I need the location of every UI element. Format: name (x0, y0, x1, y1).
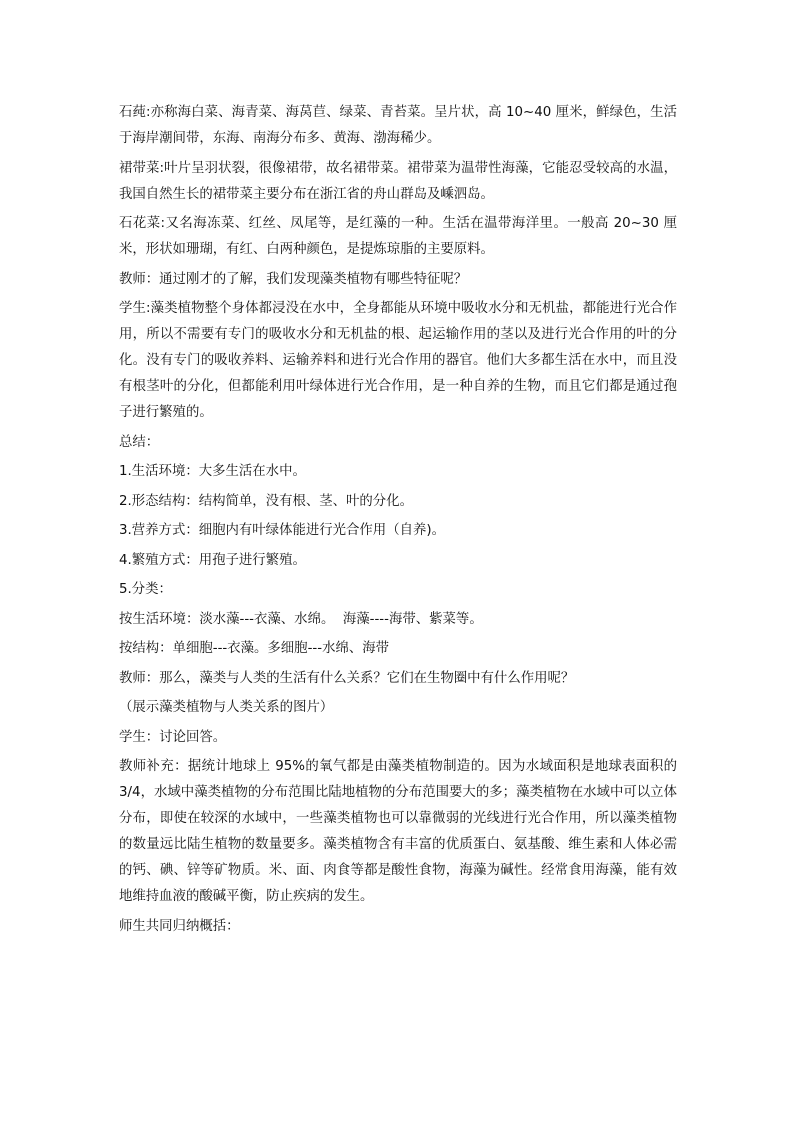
paragraph-summary-heading: 总结： (119, 434, 160, 450)
paragraph-teacher-question-2: 教师：那么，藻类与人类的生活有什么关系？它们在生物圈中有什么作用呢？ (119, 670, 575, 686)
document-body (119, 100, 677, 943)
paragraph-qundaicai: 裙带菜:叶片呈羽状裂，很像裙带，故名裙带菜。裙带菜为温带性海藻，它能忍受较高的水温，我国自然生长的裙带菜主要分布在浙江省的舟山群岛及嵊泗岛。 (119, 160, 677, 202)
paragraph-summary-item-2: 2.形态结构：结构简单，没有根、茎、叶的分化。 (119, 493, 413, 509)
paragraph-shichun: 石莼:亦称海白菜、海青菜、海莴苣、绿菜、青苔菜。呈片状，高 10~40 厘米，鲜绿色，生活于海岸潮间带，东海、南海分布多、黄海、渤海稀少。 (119, 105, 677, 146)
paragraph-student-discussion: 学生：讨论回答。 (119, 729, 227, 745)
paragraph-summary-item-3: 3.营养方式：细胞内有叶绿体能进行光合作用（自养)。 (119, 523, 445, 538)
paragraph-teacher-question-1: 教师：通过刚才的了解，我们发现藻类植物有哪些特征呢？ (119, 271, 468, 287)
paragraph-student-answer-1: 学生:藻类植物整个身体都浸没在水中，全身都能从环境中吸收水分和无机盐，都能进行光合作用，所以不需要有专门的吸收水分和无机盐的根、起运输作用的茎以及进行光合作用的叶的分化。没有专门的吸收养料、运输养料和进行光合作用的器官。他们大多都生活在水中，而且没有根茎叶的分化，但都能利用叶绿体进行光合作用，是一种自养的生物，而且它们都是通过孢子进行繁殖的。 (119, 301, 677, 420)
paragraph-classification-environment: 按生活环境：淡水藻---衣藻、水绵。 海藻----海带、紫菜等。 (119, 611, 483, 627)
paragraph-summary-item-1: 1.生活环境：大多生活在水中。 (119, 464, 306, 479)
paragraph-summary-item-5: 5.分类： (119, 582, 172, 597)
paragraph-shihuacai: 石花菜:又名海冻菜、红丝、凤尾等，是红藻的一种。生活在温带海洋里。一般高 20~30 厘米，形状如珊瑚，有红、白两种颜色，是提炼琼脂的主要原料。 (119, 216, 677, 257)
paragraph-classification-structure: 按结构：单细胞---衣藻。多细胞---水绵、海带 (119, 641, 390, 656)
paragraph-conclusion-heading: 师生共同归纳概括： (119, 918, 240, 934)
paragraph-show-pictures: （展示藻类植物与人类关系的图片） (119, 700, 334, 715)
paragraph-teacher-supplement: 教师补充：据统计地球上 95%的氧气都是由藻类植物制造的。因为水域面积是地球表面积的 3/4，水域中藻类植物的分布范围比陆地植物的分布范围要大的多；藻类植物在水域中可以立体分布，即使在较深的水域中，一些藻类植物也可以靠微弱的光线进行光合作用，所以藻类植物的数量远比陆生植物的数量要多。藻类植物含有丰富的优质蛋白、氨基酸、维生素和人体必需的钙、碘、锌等矿物质。米、面、肉食等都是酸性食物，海藻为碱性。经常食用海藻，能有效地维持血液的酸碱平衡，防止疾病的发生。 (119, 759, 677, 904)
paragraph-summary-item-4: 4.繁殖方式：用孢子进行繁殖。 (119, 552, 306, 568)
